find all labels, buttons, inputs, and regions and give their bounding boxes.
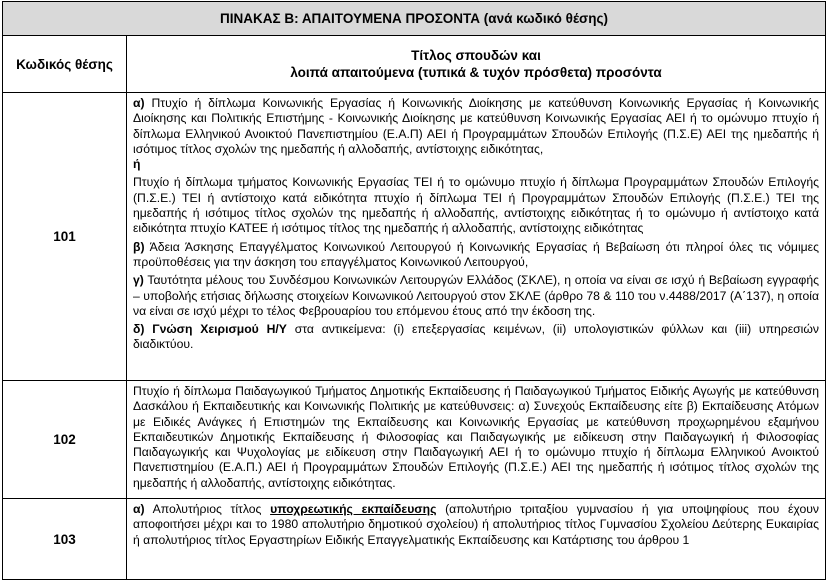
- qualification-a-label: α): [133, 96, 145, 110]
- position-code-text: 103: [53, 531, 76, 547]
- table-row: [3, 499, 826, 580]
- qualification-b: [133, 240, 819, 271]
- col-header-code-text: Κωδικός θέσης: [16, 56, 113, 72]
- position-code: [3, 381, 127, 499]
- position-code-text: 102: [53, 432, 76, 447]
- qualification-c-label: γ): [133, 273, 144, 288]
- table-row: [3, 381, 826, 499]
- qualifications-table: [2, 1, 826, 580]
- qualifications-cell: [127, 499, 826, 580]
- qualification-a-text: Πτυχίο ή δίπλωμα Κοινωνικής Εργασίας ή Κοινωνικής Διοίκησης με κατεύθυνση Κοινωνικής Εργασίας ή Κοινωνικής Διοίκησης και Πολιτικής Επιστήμης - Κοινωνικής Διοίκησης με κατεύθυνση Κοινωνικής Εργασίας ΑΕΙ ή το ομώνυμο πτυχίο ή δίπλωμα Ελληνικού Ανοικτού Πανεπιστημίου (Ε.Α.Π) ΑΕΙ ή Προγραμμάτων Σπουδών Επιλογής (Π.Σ.Ε) ΑΕΙ της ημεδαπής ή ισότιμος τίτλος σχολών της ημεδαπής ή αλλοδαπής, αντίστοιχης ειδικότητας,: [133, 96, 819, 156]
- qualification-b-text: Άδεια Άσκησης Επαγγέλματος Κοινωνικού Λειτουργού ή Κοινωνικής Εργασίας ή Βεβαίωση ότι πληροί όλες τις νόμιμες προϋποθέσεις για την άσκηση του επαγγέλματος Κοινωνικού Λειτουργού,: [133, 239, 819, 269]
- table-title-text: ΠΙΝΑΚΑΣ Β: ΑΠΑΙΤΟΥΜΕΝΑ ΠΡΟΣΟΝΤΑ (ανά κωδικό θέσης): [219, 11, 609, 26]
- qualification-d: [133, 322, 819, 353]
- qualification-b-label: β): [133, 239, 145, 254]
- qualification-d-label: δ) Γνώση Χειρισμού Η/Υ: [133, 322, 287, 337]
- qualification-a-pre: Απολυτήριος τίτλος: [152, 502, 262, 516]
- col-header-title-line1: Τίτλος σπουδών και: [411, 48, 541, 63]
- qualifications-cell: [127, 93, 826, 381]
- col-header-title-line2: λοιπά απαιτούμενα (τυπικά & τυχόν πρόσθετα) προσόντα: [290, 65, 662, 80]
- table-title: [3, 2, 826, 36]
- table-row: [3, 93, 826, 381]
- qualification-text: Πτυχίο ή δίπλωμα Παιδαγωγικού Τμήματος Δημοτικής Εκπαίδευσης ή Παιδαγωγικού Τμήματος Ειδικής Αγωγής με κατεύθυνση Δασκάλου ή Εκπαιδευτικής και Κοινωνικής Πολιτικής με κατεύθυνσεις: α) Συνεχούς Εκπαίδευσης είτε β) Εκπαίδευσης Ατόμων με Ειδικές Ανάγκες ή Επιστημών της Εκπαίδευσης και Κοινωνικής Εργασίας με κατεύθυνση προχωρημένου εξαμήνου Εκπαιδευτικών Δημοτικής Εκπαίδευσης ή Φιλοσοφίας και Παιδαγωγικής με ειδίκευση στην Παιδαγωγική ή Φιλοσοφίας Παιδαγωγικής και Ψυχολογίας με ειδίκευση στην Παιδαγωγική ΑΕΙ ή το ομώνυμο πτυχίο ή δίπλωμα Ελληνικού Ανοικτού Πανεπιστημίου (Ε.Α.Π.) ΑΕΙ ή Προγραμμάτων Σπουδών Επιλογής (Π.Σ.Ε.) ΑΕΙ της ημεδαπής ή ισότιμος τίτλος σχολών της ημεδαπής ή αλλοδαπής, αντίστοιχης ειδικότητας.: [133, 384, 819, 490]
- qualification-a: [133, 96, 819, 172]
- col-header-title: [127, 36, 826, 93]
- qualifications-cell: [127, 381, 826, 499]
- qualification-a: [133, 502, 819, 548]
- qualification-c: [133, 273, 819, 319]
- qualification-a-label: α): [133, 502, 145, 516]
- qualification-a-alt: Πτυχίο ή δίπλωμα τμήματος Κοινωνικής Εργασίας ΤΕΙ ή το ομώνυμο πτυχίο ή δίπλωμα Προγραμμάτων Σπουδών Επιλογής (Π.Σ.Ε.) ΤΕΙ ή αντίστοιχο κατά ειδικότητα πτυχίο ή δίπλωμα ΤΕΙ ή Προγραμμάτων Σπουδών Επιλογής (Π.Σ.Ε.) ΤΕΙ της ημεδαπής ή ισότιμος τίτλος σχολών της ημεδαπής ή αλλοδαπής, αντίστοιχης ειδικότητας ή το ομώνυμο ή αντίστοιχο κατά ειδικότητα πτυχίο ΚΑΤΕΕ ή ισότιμος τίτλος της ημεδαπής ή αλλοδαπής, αντίστοιχης ειδικότητας: [133, 175, 819, 236]
- qualification-c-text: Ταυτότητα μέλους του Συνδέσμου Κοινωνικών Λειτουργών Ελλάδος (ΣΚΛΕ), η οποία να είναι σε ισχύ ή Βεβαίωση εγγραφής – υποβολής ετήσιας δήλωσης στοιχείων Κοινωνικού Λειτουργού στον ΣΚΛΕ (άρθρο 78 & 110 του ν.4488/2017 (Α΄137), η οποία να είναι σε ισχύ μέχρι το τέλος Φεβρουαρίου του επόμενου έτους από την έκδοση της.: [133, 273, 819, 318]
- position-code-text: 101: [53, 229, 76, 244]
- or-label: ή: [133, 157, 141, 172]
- qualification-a-text: (απολυτήριο τριταξίου γυμνασίου ή για υποψηφίους που έχουν αποφοιτήσει μέχρι και το 1980 απολυτήριο δημοτικού σχολείου) ή απολυτήριος τίτλος Γυμνασίου Σχολείου Δεύτερης Ευκαιρίας ή απολυτήριος τίτλος Εργαστηρίων Ειδικής Επαγγελματικής Εκπαίδευσης και Κατάρτισης του άρθρου 1: [133, 502, 820, 547]
- qualification-a-emphasis: υποχρεωτικής εκπαίδευσης: [270, 502, 437, 516]
- position-code: [3, 499, 127, 580]
- position-code: [3, 93, 127, 381]
- col-header-code: [3, 36, 127, 93]
- qualification-d-text: στα αντικείμενα: (i) επεξεργασίας κειμένων, (ii) υπολογιστικών φύλλων και (iii) υπηρεσιών διαδικτύου.: [133, 322, 819, 352]
